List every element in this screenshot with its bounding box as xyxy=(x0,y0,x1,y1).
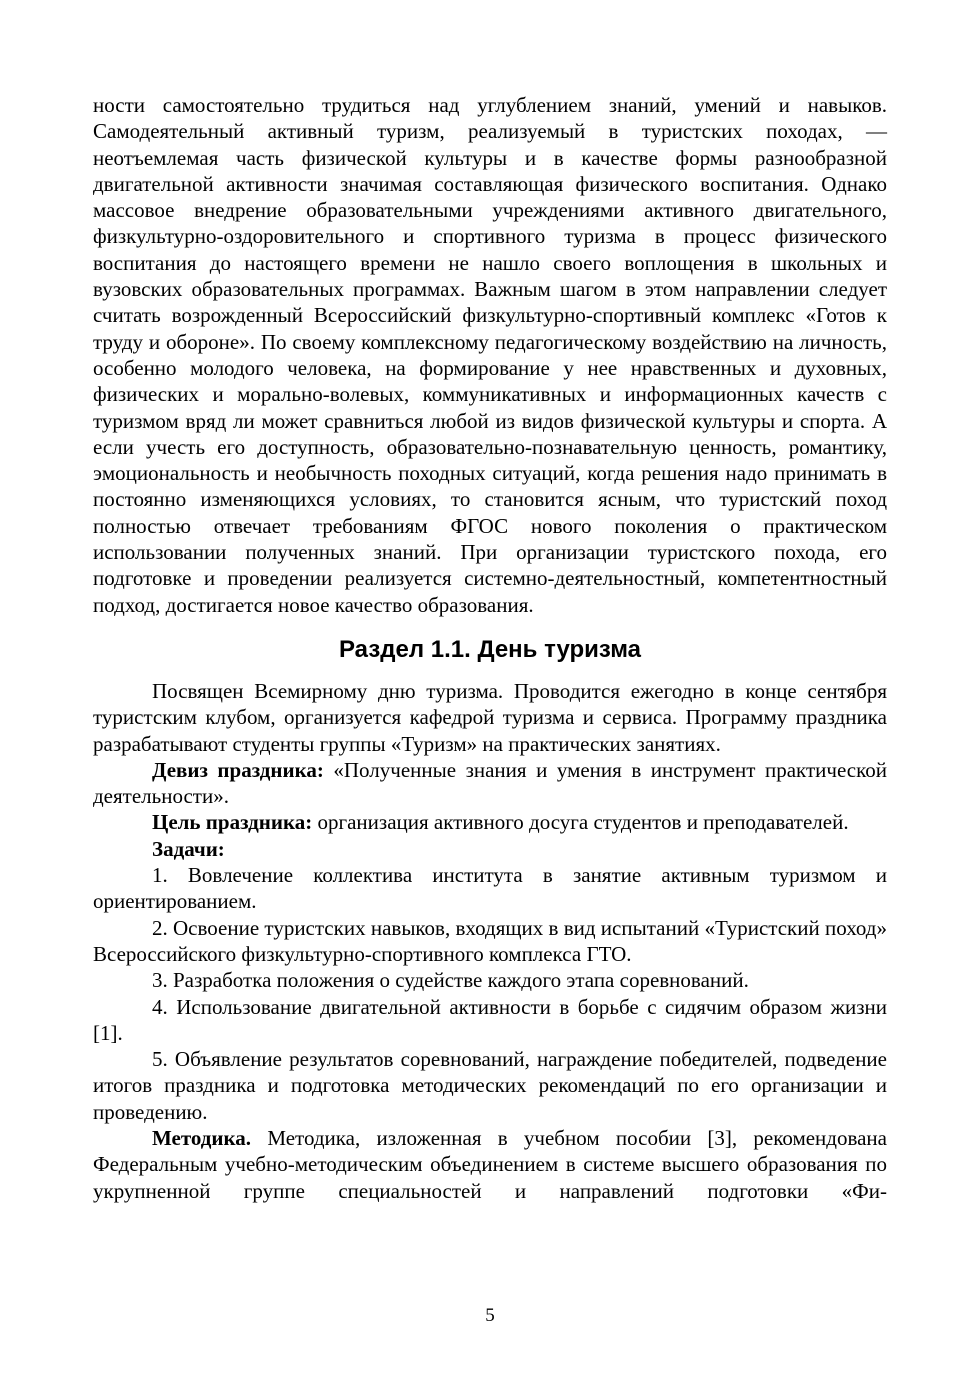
task-item: 4. Использование двигательной активности в борьбе с сидячим образом жизни [1]. xyxy=(93,994,887,1045)
task-item: 1. Вовлечение коллектива института в занятие активным туризмом и ориентированием. xyxy=(93,863,887,914)
motto-text: «Полученные знания и умения в инструмент практической деятельности». xyxy=(93,757,887,809)
task-item: 2. Освоение туристских навыков, входящих в вид испытаний «Туристский поход» Всероссийского физкультурно-спортивного комплекса ГТО. xyxy=(93,915,887,966)
tasks-label-paragraph xyxy=(93,836,887,862)
section-heading: Раздел 1.1. День туризма xyxy=(338,635,642,663)
motto-paragraph xyxy=(93,757,887,810)
section-description: Посвящен Всемирному дню туризма. Проводится ежегодно в конце сентября туристским клубом, организуется кафедрой туризма и сервиса. Программу праздника разрабатывают студенты группы «Туризм» на практических занятиях. xyxy=(93,678,887,756)
goal-paragraph xyxy=(93,809,887,835)
page-number: 5 xyxy=(485,1305,495,1326)
task-item: 3. Разработка положения о судействе каждого этапа соревнований. xyxy=(152,968,749,993)
intro-paragraph: ности самостоятельно трудиться над углублением знаний, умений и навыков. Самодеятельный активный туризм, реализуемый в туристских походах, — неотъемлемая часть физической культуры и в качестве формы разнообразной двигательной активности значимая составляющая физического воспитания. Однако массовое внедрение образовательными учреждениями активного двигательного, физкультурно-оздоровительного и спортивного туризма в процесс физического воспитания до настоящего времени не нашло своего воплощения в школьных и вузовских образовательных программах. Важным шагом в этом направлении следует считать возрожденный Всероссийский физкультурно-спортивный комплекс «Готов к труду и обороне». По своему комплексному педагогическому воздействию на личность, особенно молодого человека, на формирование у нее нравственных и духовных, физических и морально-волевых, коммуникативных и информационных качеств с туризмом вряд ли может сравниться любой из видов физической культуры и спорта. А если учесть его доступность, образовательно-познавательную ценность, романтику, эмоциональность и необычность походных ситуаций, когда решения надо принимать в постоянно изменяющихся условиях, то становится ясным, что туристский поход полностью отвечает требованиям ФГОС нового поколения о практическом использовании полученных знаний. При организации туристского похода, его подготовке и проведении реализуется системно-деятельностный, компетентностный подход, достигается новое качество образования. xyxy=(93,93,887,617)
method-paragraph xyxy=(93,1125,887,1204)
goal-label: Цель праздника: xyxy=(152,810,313,835)
task-item: 5. Объявление результатов соревнований, награждение победителей, подведение итогов праздника и подготовка методических рекомендаций по его организации и проведению. xyxy=(93,1047,887,1124)
goal-text: организация активного досуга студентов и преподавателей. xyxy=(312,810,849,835)
document-page xyxy=(93,92,887,1204)
tasks-label: Задачи: xyxy=(152,836,225,861)
motto-label: Девиз праздника: xyxy=(152,757,324,782)
method-text: Методика, изложенная в учебном пособии [3], рекомендована Федеральным учебно-методическим объединением в системе высшего образования по укрупненной группе специальностей и направлений подготовки «Фи- xyxy=(93,1125,887,1203)
method-label: Методика. xyxy=(152,1125,252,1150)
